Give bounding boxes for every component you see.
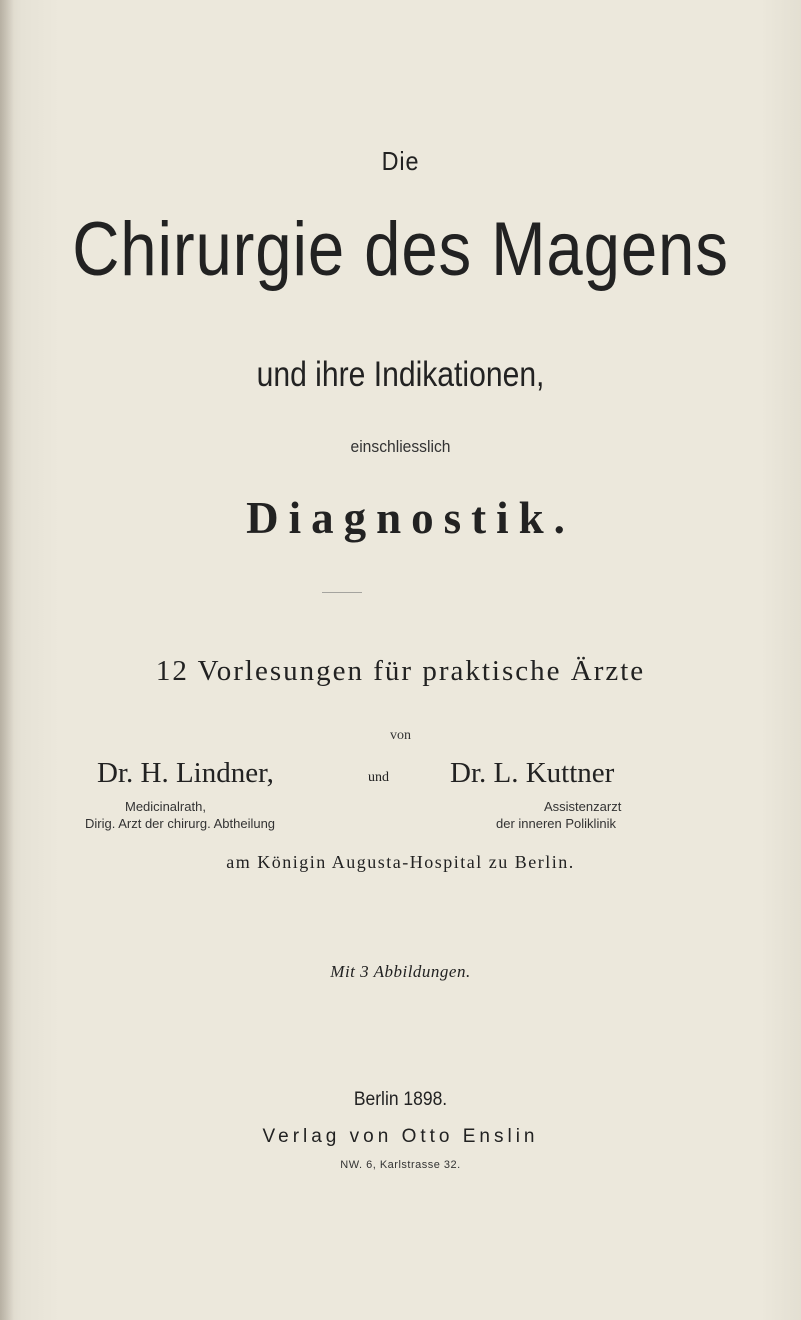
including-text: einschliesslich (350, 437, 451, 456)
institution-line: am Königin Augusta-Hospital zu Berlin. (226, 852, 575, 872)
lectures-line: 12 Vorlesungen für praktische Ärzte (155, 655, 646, 687)
subtitle: und ihre Indikationen, (256, 355, 545, 394)
pre-title: Die (381, 146, 420, 176)
by-text: von (390, 728, 411, 743)
diagnostik-heading: Diagnostik. (246, 493, 575, 543)
main-title: Chirurgie des Magens (72, 207, 729, 292)
author-lindner-role-1: Medicinalrath, (125, 799, 206, 814)
author-lindner-role-2: Dirig. Arzt der chirurg. Abtheilung (85, 816, 276, 831)
divider-rule (322, 592, 362, 593)
publisher-address: NW. 6, Karlstrasse 32. (340, 1159, 461, 1171)
author-kuttner-role-1: Assistenzarzt (544, 799, 622, 814)
figures-note: Mit 3 Abbildungen. (330, 962, 471, 981)
author-kuttner-role-2: der inneren Poliklinik (496, 816, 616, 831)
author-lindner-name: Dr. H. Lindner, (97, 757, 274, 789)
publisher: Verlag von Otto Enslin (262, 1126, 539, 1147)
author-kuttner-name: Dr. L. Kuttner (450, 757, 615, 789)
conjunction-text: und (368, 770, 389, 785)
place-year: Berlin 1898. (353, 1089, 448, 1110)
